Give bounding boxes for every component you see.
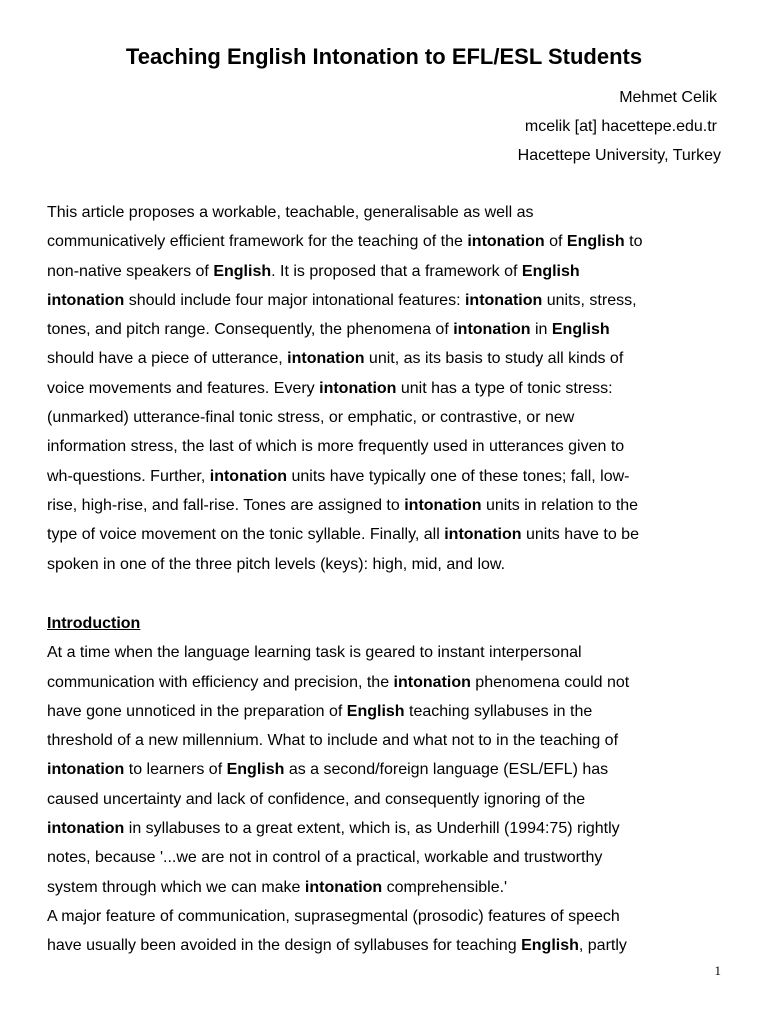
highlighted-term: intonation: [393, 673, 471, 691]
introduction-line: [47, 873, 727, 902]
introduction-section: [47, 609, 727, 961]
highlighted-term: intonation: [47, 820, 125, 838]
text-run: unit, as its basis to study all kinds of: [364, 350, 624, 368]
introduction-line: [47, 843, 727, 872]
text-run: units have typically one of these tones; fall, low-: [287, 467, 630, 485]
highlighted-term: intonation: [453, 321, 531, 339]
text-run: should have a piece of utterance,: [47, 350, 288, 368]
text-run: units in relation to the: [481, 496, 639, 514]
text-run: units have to be: [521, 526, 639, 544]
highlighted-term: intonation: [404, 496, 482, 514]
paper-title: Teaching English Intonation to EFL/ESL Students: [125, 44, 643, 69]
introduction-line: [47, 931, 727, 960]
highlighted-term: intonation: [467, 233, 545, 251]
highlighted-term: English: [521, 937, 579, 955]
abstract-line: [47, 344, 727, 373]
introduction-line: [47, 726, 727, 755]
text-run: A major feature of communication, suprasegmental (prosodic) features of speech: [47, 907, 620, 925]
text-run: rise, high-rise, and fall-rise. Tones are assigned to: [47, 496, 405, 514]
introduction-heading: Introduction: [47, 615, 141, 632]
author-affiliation: Hacettepe University, Turkey: [517, 147, 721, 164]
highlighted-term: English: [213, 262, 272, 280]
text-run: threshold of a new millennium. What to include and what not to in the teaching of: [47, 732, 619, 750]
text-run: unit has a type of tonic stress:: [396, 379, 613, 397]
highlighted-term: intonation: [47, 761, 125, 779]
highlighted-term: intonation: [287, 350, 365, 368]
author-email: mcelik [at] hacettepe.edu.tr: [524, 118, 717, 135]
highlighted-term: intonation: [444, 526, 522, 544]
text-run: of: [544, 233, 567, 251]
introduction-line: [47, 785, 727, 814]
text-run: non-native speakers of: [47, 262, 214, 280]
text-run: as a second/foreign language (ESL/EFL) has: [284, 761, 609, 779]
text-run: have gone unnoticed in the preparation of: [47, 702, 347, 720]
highlighted-term: English: [566, 233, 625, 251]
abstract-line: [47, 315, 727, 344]
abstract-line: [47, 550, 727, 579]
highlighted-term: intonation: [304, 878, 383, 896]
introduction-line: [47, 902, 727, 931]
text-run: notes, because '...we are not in control of a practical, workable and trustworthy: [47, 849, 603, 867]
abstract-line: [47, 432, 727, 461]
text-run: communicatively efficient framework for the teaching of the: [47, 233, 468, 251]
text-run: (unmarked) utterance-final tonic stress, or emphatic, or contrastive, or new: [47, 409, 575, 427]
text-run: . It is proposed that a framework of: [271, 262, 522, 280]
highlighted-term: intonation: [464, 291, 543, 309]
highlighted-term: English: [226, 761, 285, 779]
text-run: tones, and pitch range. Consequently, the phenomena of: [47, 321, 454, 339]
abstract-line: [47, 520, 727, 549]
text-run: have usually been avoided in the design of syllabuses for teaching: [47, 937, 522, 955]
author-block: [518, 83, 721, 170]
abstract-line: [47, 462, 727, 491]
text-run: caused uncertainty and lack of confidence, and consequently ignoring of the: [47, 790, 586, 808]
introduction-line: [47, 697, 727, 726]
abstract-line: [47, 286, 727, 315]
text-run: to: [624, 233, 643, 251]
text-run: in syllabuses to a great extent, which is, as Underhill (1994:75) rightly: [124, 820, 620, 838]
abstract-line: [47, 491, 727, 520]
highlighted-term: English: [346, 702, 405, 720]
abstract-line: [47, 403, 727, 432]
text-run: comprehensible.': [382, 878, 508, 896]
text-run: , partly: [578, 937, 627, 955]
text-run: should include four major intonational features:: [124, 291, 465, 309]
abstract-line: [47, 257, 727, 286]
text-run: system through which we can make: [47, 878, 305, 896]
highlighted-term: intonation: [47, 291, 125, 309]
text-run: This article proposes a workable, teachable, generalisable as well as: [47, 204, 534, 221]
text-run: teaching syllabuses in the: [404, 702, 593, 720]
text-run: in: [530, 321, 552, 339]
abstract-paragraph: [47, 198, 727, 579]
introduction-line: [47, 668, 727, 697]
introduction-line: [47, 814, 727, 843]
page-number: 1: [714, 963, 721, 978]
introduction-line: [47, 755, 727, 784]
text-run: communication with efficiency and precision, the: [47, 673, 394, 691]
highlighted-term: intonation: [319, 379, 397, 397]
abstract-line: [47, 374, 727, 403]
abstract-line: [47, 227, 727, 256]
text-run: At a time when the language learning task is geared to instant interpersonal: [47, 644, 582, 662]
highlighted-term: intonation: [209, 467, 288, 485]
text-run: to learners of: [124, 761, 227, 779]
text-run: units, stress,: [542, 291, 637, 309]
text-run: wh-questions. Further,: [47, 467, 210, 485]
text-run: type of voice movement on the tonic syllable. Finally, all: [47, 526, 445, 544]
text-run: voice movements and features. Every: [47, 379, 320, 397]
abstract-line: [47, 198, 727, 227]
highlighted-term: English: [521, 262, 580, 280]
text-run: spoken in one of the three pitch levels (keys): high, mid, and low.: [47, 555, 506, 573]
text-run: information stress, the last of which is more frequently used in utterances given to: [47, 438, 625, 456]
text-run: phenomena could not: [470, 673, 630, 691]
highlighted-term: English: [551, 321, 610, 339]
introduction-line: [47, 638, 727, 667]
author-name: Mehmet Celik: [619, 89, 717, 106]
